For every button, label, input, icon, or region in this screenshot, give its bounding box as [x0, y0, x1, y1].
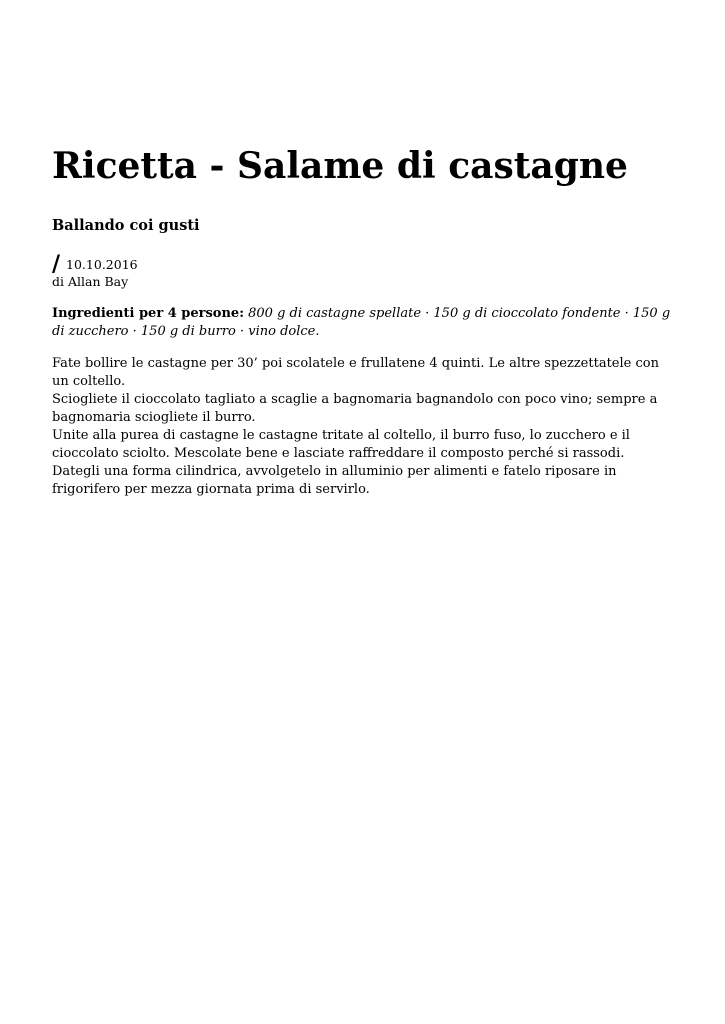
- article-subtitle: Ballando coi gusti: [52, 217, 200, 234]
- date-line: [52, 251, 138, 277]
- ingredients-list: 800 g di castagne spellate · 150 g di cioccolato fondente · 150 g di zucchero · 150 g di burro · vino dolce.: [52, 306, 671, 339]
- paragraph: Unite alla purea di castagne le castagne tritate al coltello, il burro fuso, lo zucchero e il cioccolato sciolto. Mescolate bene e lasciate raffreddare il composto perché si rassodi.: [52, 428, 630, 461]
- article-date: 10.10.2016: [66, 257, 138, 272]
- paragraph: Dategli una forma cilindrica, avvolgetelo in alluminio per alimenti e fatelo riposare in frigorifero per mezza giornata prima di servirlo.: [52, 464, 617, 497]
- ingredients: [52, 305, 672, 341]
- article-author: di Allan Bay: [52, 274, 129, 289]
- paragraph: Fate bollire le castagne per 30’ poi scolatele e frullatene 4 quinti. Le altre spezzettatele con un coltello.: [52, 356, 659, 389]
- article-meta: [52, 251, 138, 289]
- recipe-body: [52, 355, 672, 499]
- slash-mark: /: [52, 251, 61, 277]
- page-title: Ricetta - Salame di castagne: [52, 145, 628, 187]
- paragraph: Sciogliete il cioccolato tagliato a scaglie a bagnomaria bagnandolo con poco vino; sempre a bagnomaria sciogliete il burro.: [52, 392, 658, 425]
- ingredients-label: Ingredienti per 4 persone:: [52, 306, 244, 321]
